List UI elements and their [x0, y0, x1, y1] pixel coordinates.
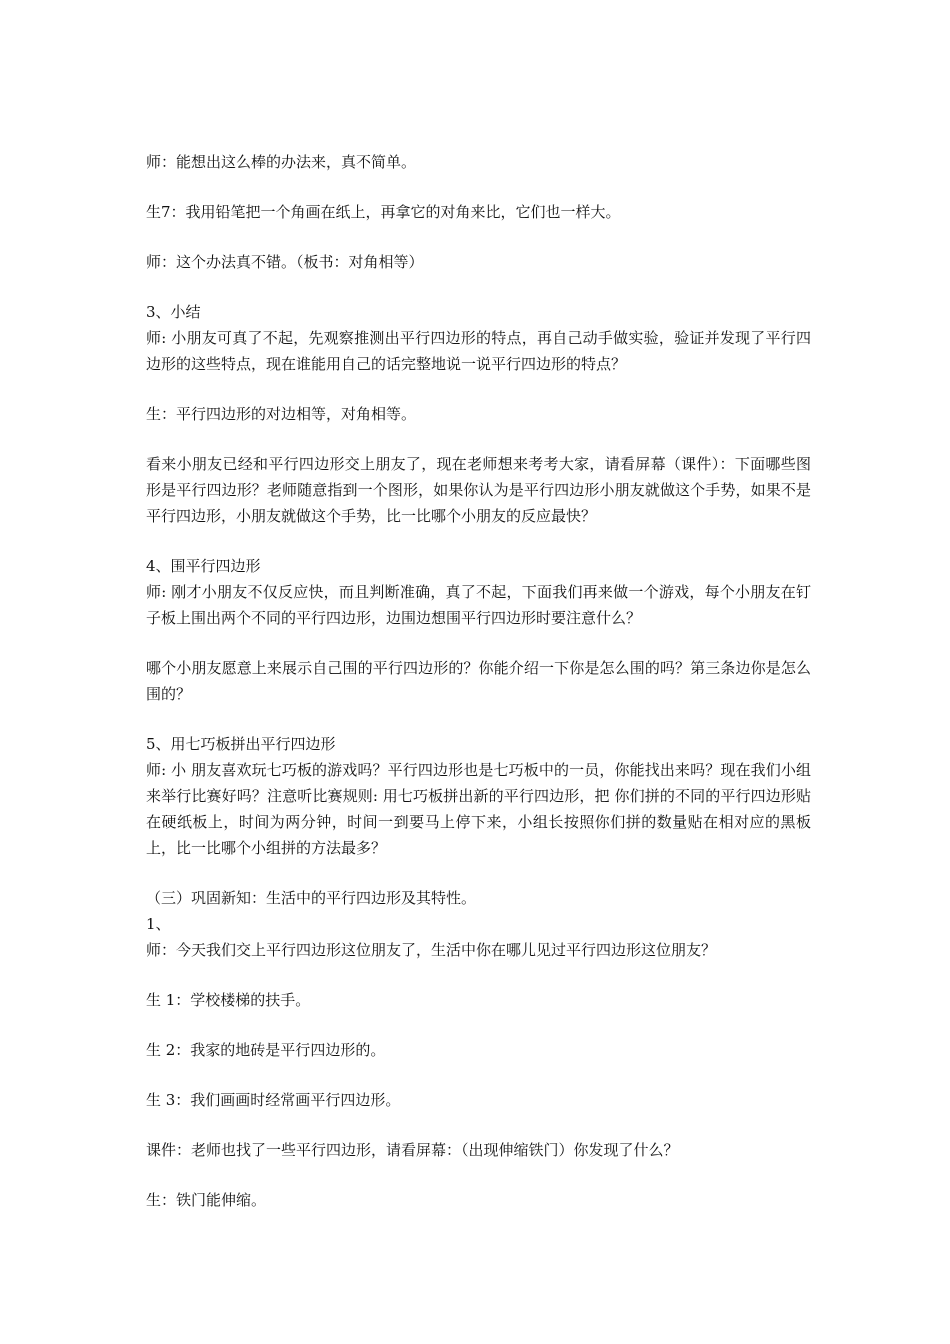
paragraph: 师: 小 朋友喜欢玩七巧板的游戏吗？平行四边形也是七巧板中的一员，你能找出来吗？现在我们小组来举行比赛好吗？注意听比赛规则: 用七巧板拼出新的平行四边形，把 你们拼的不同的平行四边形贴在硬纸板上，时间为两分钟，时间一到要马上停下来，小组长按照你们拼的数量贴在相对应的黑板上，比一比哪个小组拼的方法最多？ [146, 761, 811, 857]
paragraph: 生：铁门能伸缩。 [146, 1191, 267, 1209]
paragraph: 生：平行四边形的对边相等，对角相等。 [146, 405, 417, 423]
paragraph: 生7：我用铅笔把一个角画在纸上，再拿它的对角来比，它们也一样大。 [146, 203, 621, 221]
paragraph: 师：今天我们交上平行四边形这位朋友了，生活中你在哪儿见过平行四边形这位朋友？ [146, 941, 717, 959]
paragraph: 生 2：我家的地砖是平行四边形的。 [146, 1041, 386, 1059]
section-heading: （三）巩固新知：生活中的平行四边形及其特性。 [146, 889, 477, 907]
document-body [146, 149, 811, 1237]
paragraph: 课件：老师也找了一些平行四边形，请看屏幕：（出现伸缩铁门）你发现了什么？ [146, 1141, 679, 1159]
section-heading: 3、小结 [146, 303, 201, 321]
section-heading: 4、围平行四边形 [146, 557, 261, 575]
paragraph: 生 1：学校楼梯的扶手。 [146, 991, 311, 1009]
paragraph: 师：这个办法真不错。（板书：对角相等） [146, 253, 424, 271]
paragraph: 师：能想出这么棒的办法来，真不简单。 [146, 153, 417, 171]
section-heading: 5、用七巧板拼出平行四边形 [146, 735, 336, 753]
paragraph: 生 3：我们画画时经常画平行四边形。 [146, 1091, 401, 1109]
paragraph: 哪个小朋友愿意上来展示自己围的平行四边形的？你能介绍一下你是怎么围的吗？第三条边你是怎么围的？ [146, 659, 811, 703]
paragraph: 看来小朋友已经和平行四边形交上朋友了，现在老师想来考考大家，请看屏幕（课件）：下面哪些图形是平行四边形？老师随意指到一个图形，如果你认为是平行四边形小朋友就做这个手势，如果不是平行四边形，小朋友就做这个手势，比一比哪个小朋友的反应最快？ [146, 455, 811, 525]
paragraph: 1、 [146, 915, 171, 933]
paragraph: 师: 小朋友可真了不起，先观察推测出平行四边形的特点，再自己动手做实验，验证并发现了平行四边形的这些特点，现在谁能用自己的话完整地说一说平行四边形的特点？ [146, 329, 811, 373]
paragraph: 师: 刚才小朋友不仅反应快，而且判断准确，真了不起，下面我们再来做一个游戏，每个小朋友在钉子板上围出两个不同的平行四边形，边围边想围平行四边形时要注意什么？ [146, 583, 811, 627]
